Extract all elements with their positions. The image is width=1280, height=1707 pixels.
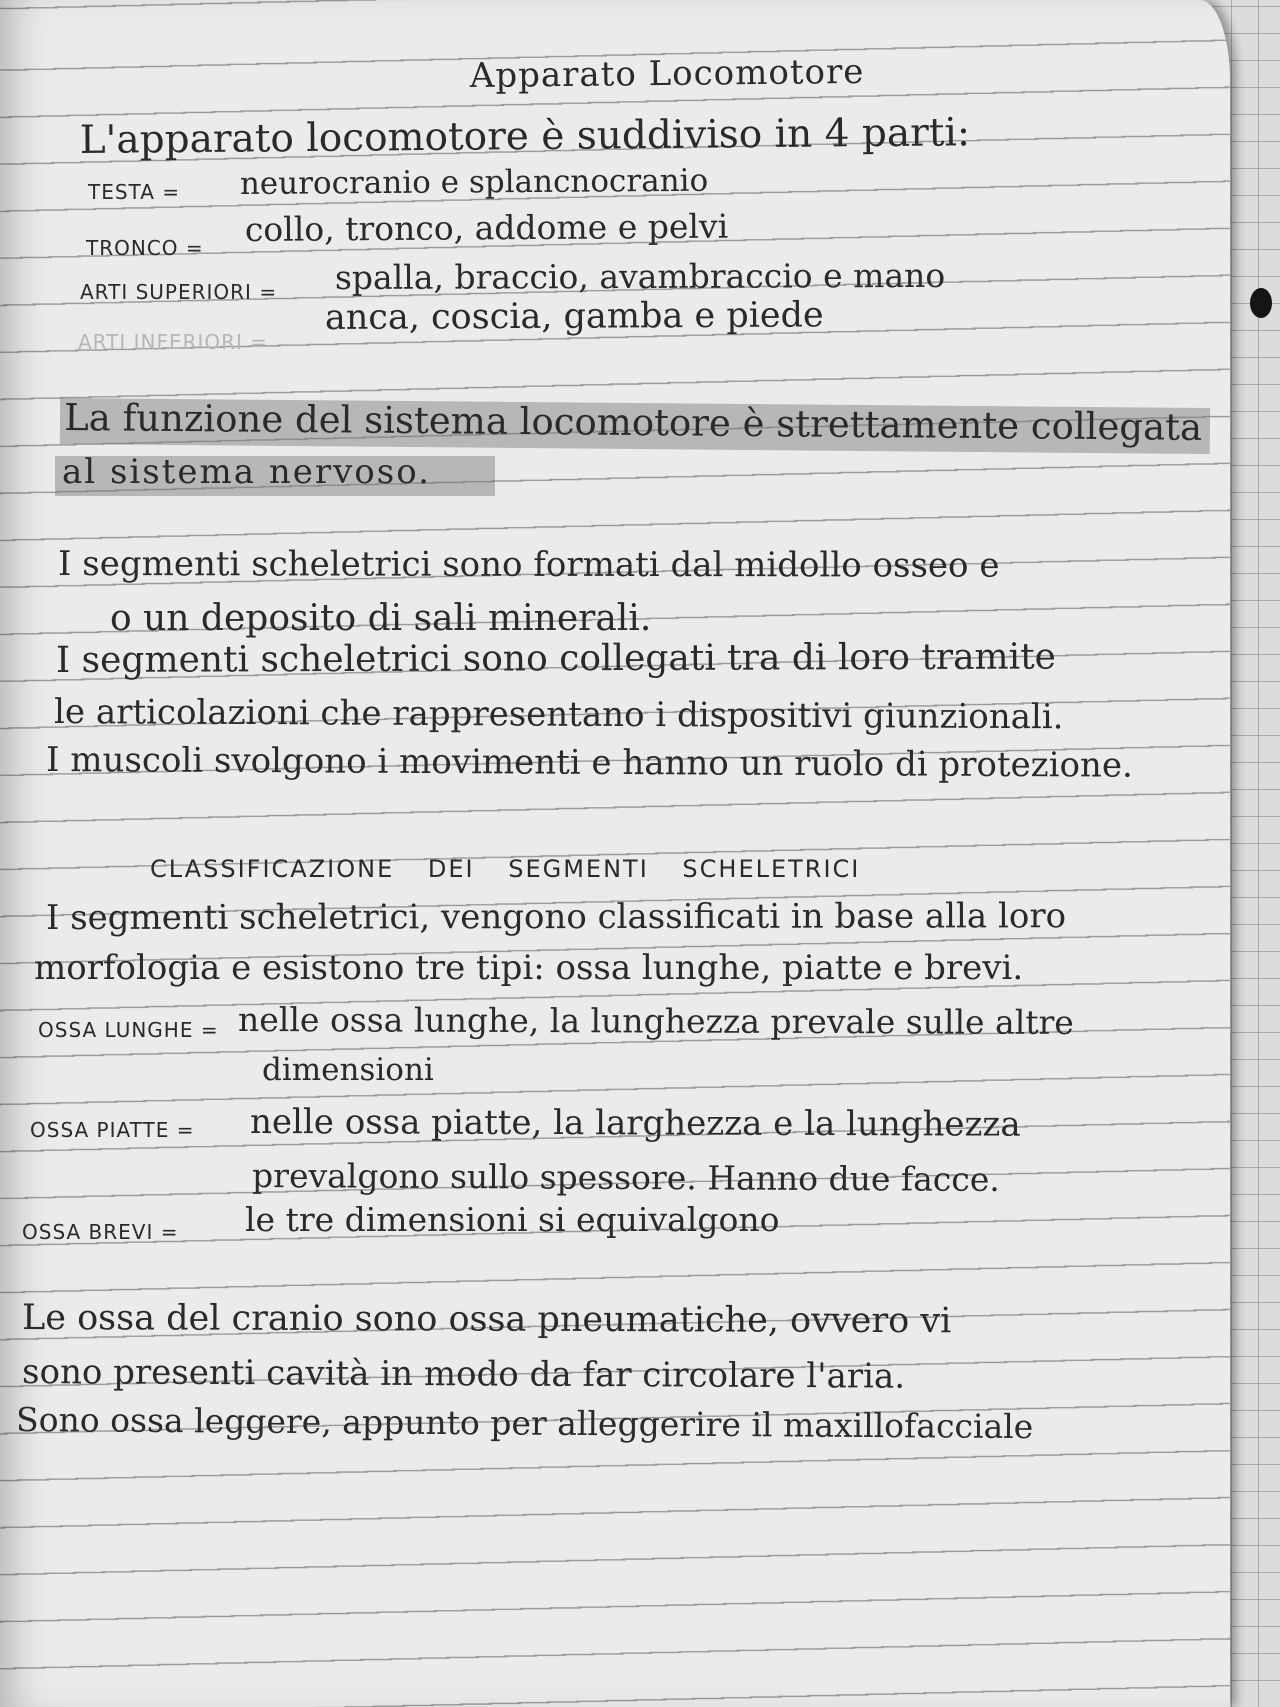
segments-line-5: I muscoli svolgono i movimenti e hanno un ruolo di protezione. [46,740,1133,786]
segments-line-1: I segmenti scheletrici sono formati dal midollo osseo e [58,544,1000,586]
part-label-tronco: TRONCO = [86,236,204,260]
bone-text-lunghe-1: nelle ossa lunghe, la lunghezza prevale sulle altre [238,1000,1074,1042]
bone-text-lunghe-2: dimensioni [262,1052,434,1088]
part-label-arti-superiori: ARTI SUPERIORI = [80,280,278,304]
cranium-line-1: Le ossa del cranio sono ossa pneumatiche, ovvero vi [22,1298,952,1342]
page-title: Apparato Locomotore [469,51,865,96]
part-text-tronco: collo, tronco, addome e pelvi [244,206,729,249]
cranium-line-2: sono presenti cavità in modo da far circolare l'aria. [22,1352,906,1397]
binder-hole [1250,288,1272,318]
bone-text-brevi: le tre dimensioni si equivalgono [245,1200,780,1239]
cranium-line-3: Sono ossa leggere, appunto per alleggerire il maxillofacciale [16,1400,1034,1447]
part-text-arti-inferiori: anca, coscia, gamba e piede [324,295,824,338]
classification-line-1: I segmenti scheletrici, vengono classificati in base alla loro [45,896,1067,938]
segments-line-4: le articolazioni che rappresentano i dispositivi giunzionali. [54,692,1064,738]
bone-label-piatte: OSSA PIATTE = [30,1118,195,1142]
bone-text-piatte-2: prevalgono sullo spessore. Hanno due facce. [252,1156,1000,1199]
part-text-arti-superiori: spalla, braccio, avambraccio e mano [334,255,946,297]
part-label-testa: TESTA = [88,180,181,204]
function-line-1: La funzione del sistema locomotore è strettamente collegata [64,396,1203,449]
part-text-testa: neurocranio e splancnocranio [239,162,709,202]
segments-line-3: I segmenti scheletrici sono collegati tra di loro tramite [55,636,1057,681]
classification-line-2: morfologia e esistono tre tipi: ossa lunghe, piatte e brevi. [34,948,1024,988]
intro-line: L'apparato locomotore è suddiviso in 4 parti: [79,110,971,163]
bone-label-brevi: OSSA BREVI = [22,1220,179,1244]
classification-title: CLASSIFICAZIONE DEI SEGMENTI SCHELETRICI [150,855,861,883]
function-line-2: al sistema nervoso. [62,452,431,492]
segments-line-2: o un deposito di sali minerali. [110,598,652,639]
part-label-arti-inferiori: ARTI INFERIORI = [78,330,269,354]
bone-text-piatte-1: nelle ossa piatte, la larghezza e la lunghezza [250,1102,1021,1145]
bone-label-lunghe: OSSA LUNGHE = [38,1018,219,1042]
